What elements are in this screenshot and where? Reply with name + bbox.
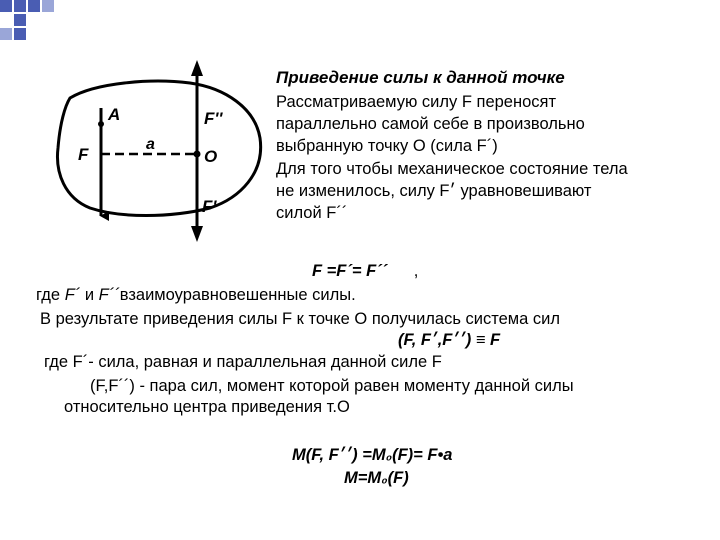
decor-square [28,0,40,12]
force-f-prime-ref: F´ [64,286,81,304]
couple-line-1: (F,F´´) - пара сил, момент которой равен моменту данной силы [90,377,574,395]
paragraph-line: выбранную точку О (сила F´) [276,137,498,156]
force-system: (F, F׳,F׳׳) ≡ F [398,331,501,349]
paragraph-line: не изменилось, силу F׳ уравновешивают [276,181,592,200]
label-f-double: F'' [204,109,223,128]
decor-square [0,0,12,12]
where-equal-force: где F´- сила, равная и параллельная данной силе F [44,353,442,371]
decor-square [14,0,26,12]
point-a [98,121,104,127]
paragraph-line: параллельно самой себе в произвольно [276,115,585,134]
section-heading: Приведение силы к данной точке [276,68,565,87]
label-f: F [78,145,89,164]
force-diagram [40,48,280,258]
where-balanced-forces [36,286,356,305]
decor-square [42,0,54,12]
decor-square [14,14,26,26]
decor-square [14,28,26,40]
paragraph-line: силой F´´ [276,204,348,223]
force-f-prime-arrow [191,226,203,242]
paragraph-line: Рассматриваемую силу F переносят [276,93,557,111]
balanced-forces-text: взаимоуравновешенные силы. [119,286,356,304]
moment-equation: M(F, F׳׳) =M₀(F)= F•a [292,446,453,464]
decor-square [0,28,12,40]
conjunction: и [84,286,95,304]
label-a: A [108,105,121,124]
label-o: O [204,147,218,166]
couple-line-2: относительно центра приведения т.О [64,398,350,416]
description-paragraph [276,91,716,224]
force-f-double-arrow [191,60,203,76]
moment-equation-short: M=M₀(F) [344,469,409,487]
label-distance: a [146,136,155,153]
where-prefix: где [36,286,61,304]
equation-forces [312,262,418,281]
label-f-prime: F' [202,197,217,216]
equation-forces-text: F =F´= F´´ [312,262,388,280]
equation-comma: , [413,262,419,280]
result-line: В результате приведения силы F к точке О получилась система сил [40,310,560,328]
force-f-double-ref: F´´ [98,286,120,304]
paragraph-line: Для того чтобы механическое состояние тела [276,159,628,178]
